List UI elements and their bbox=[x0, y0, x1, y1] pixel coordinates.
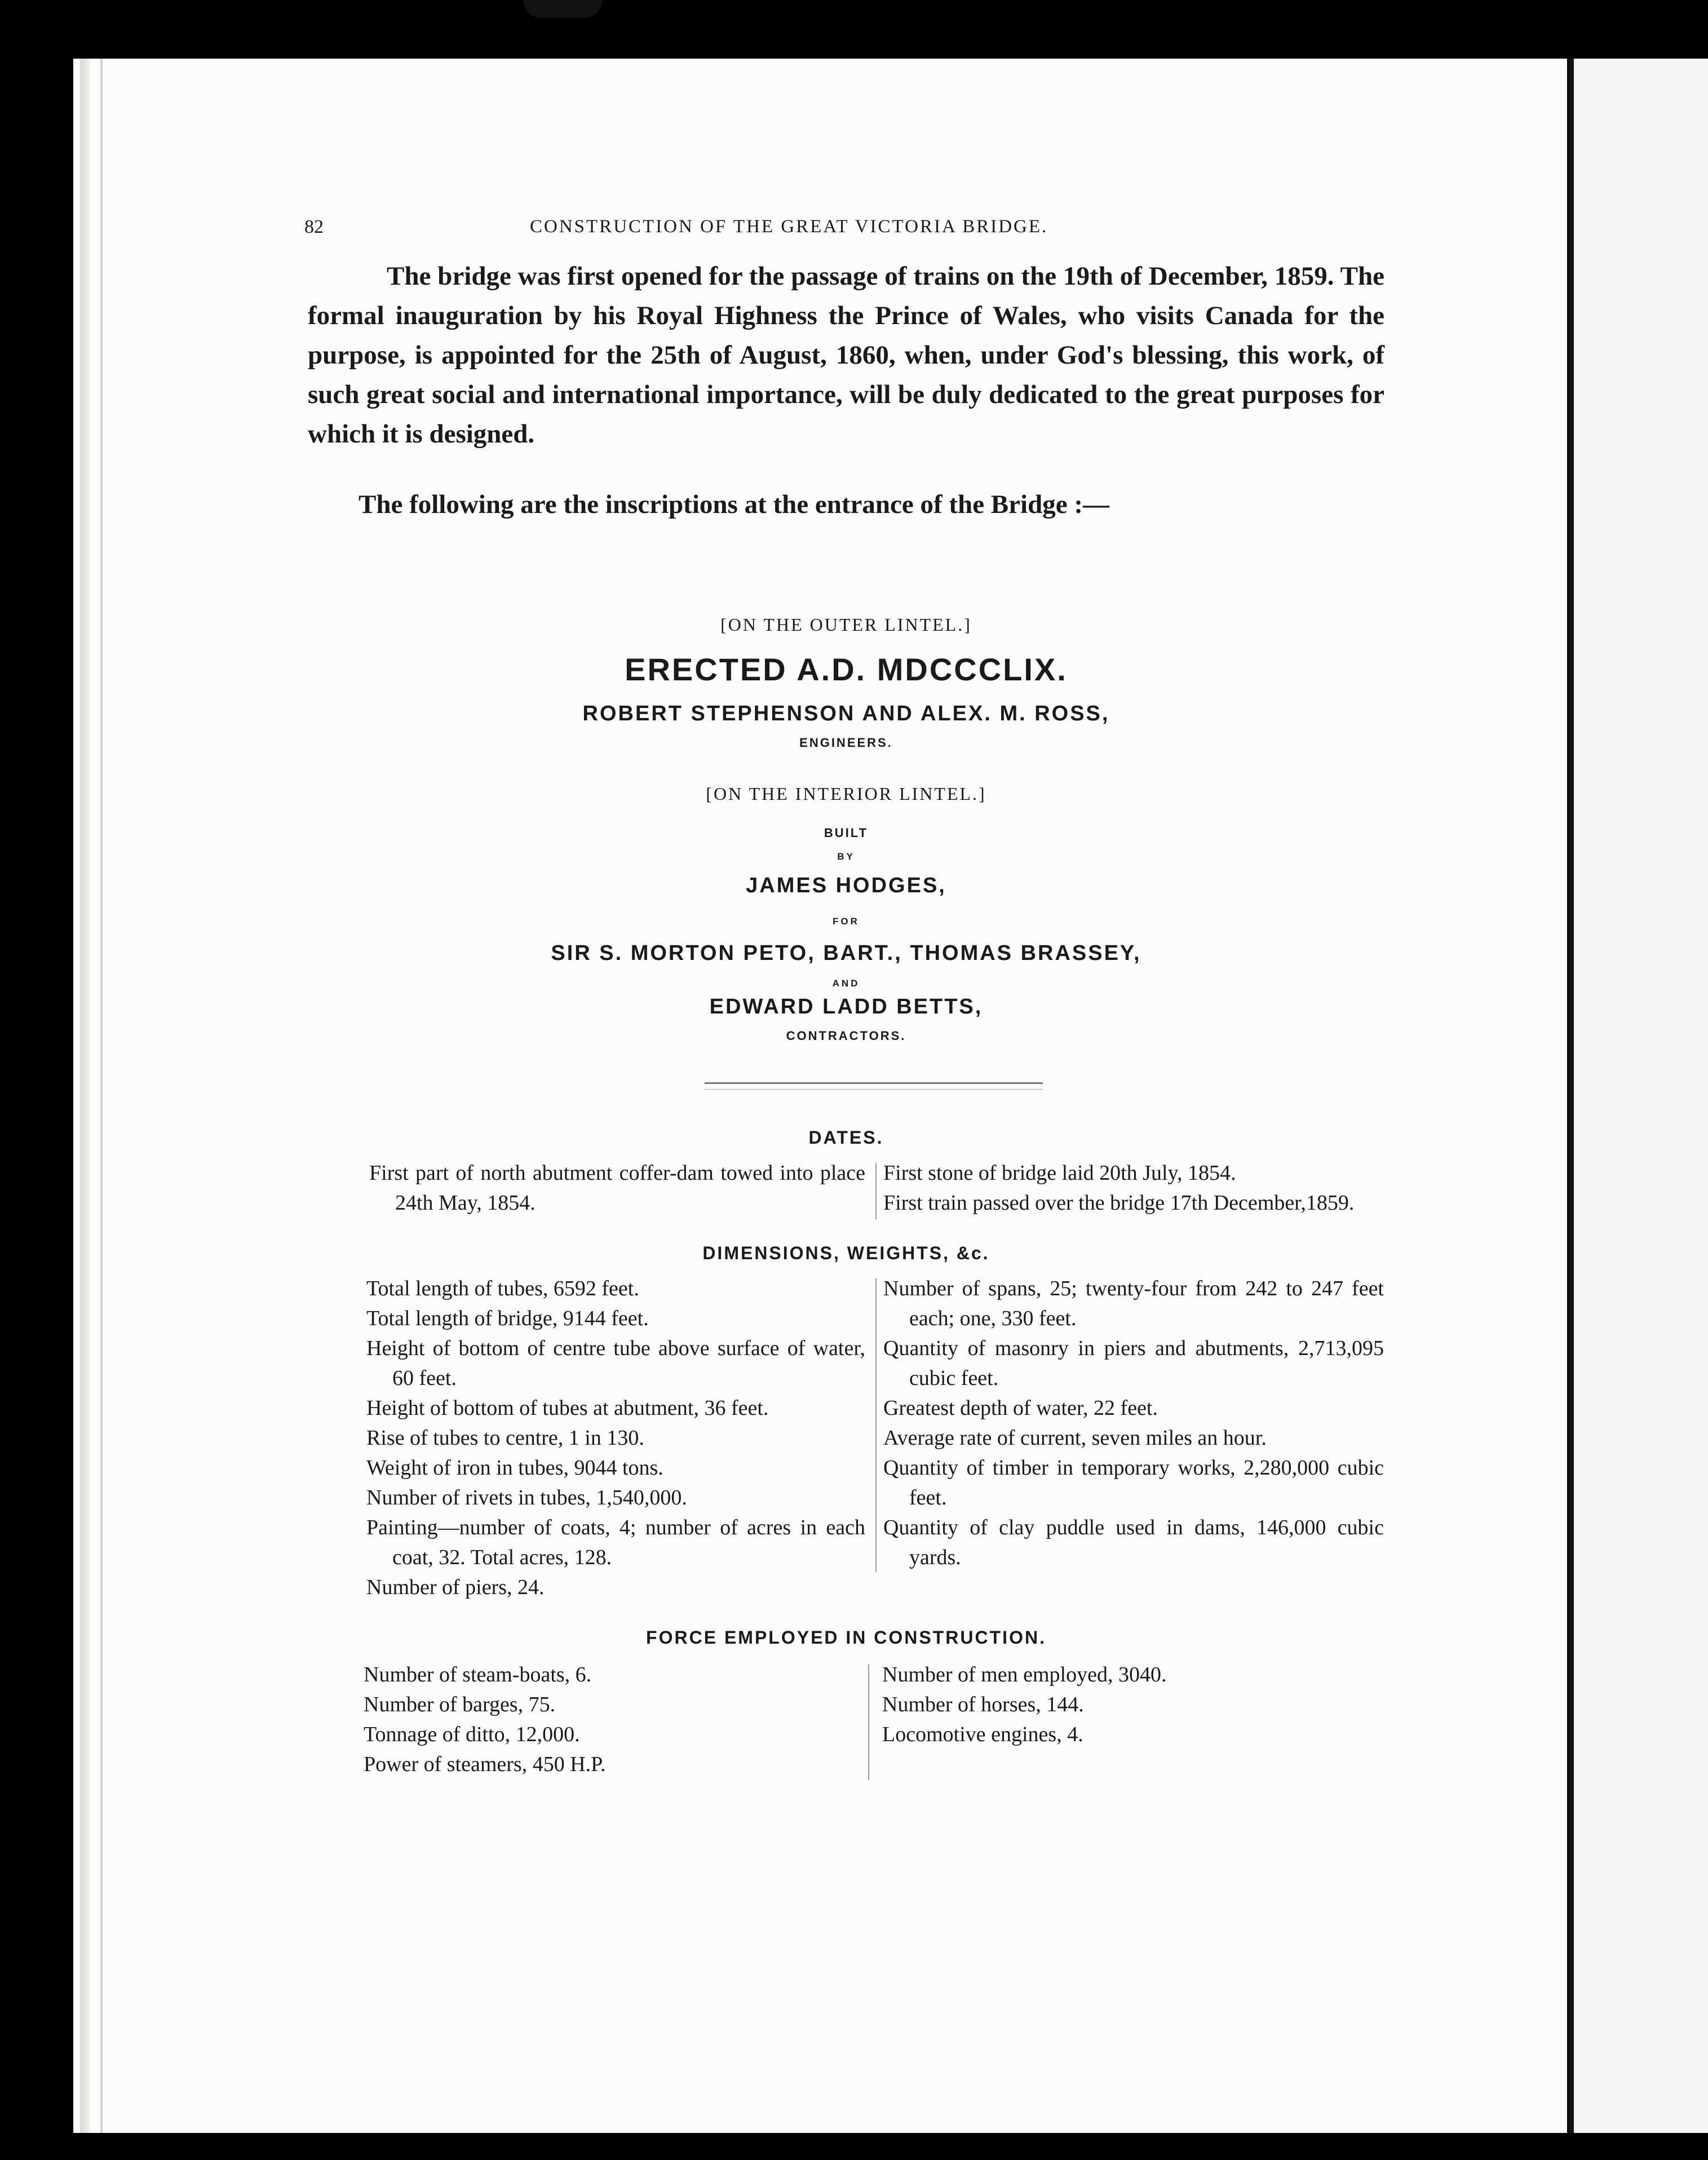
page-gutter-shadow bbox=[80, 59, 90, 2133]
force-entry: Locomotive engines, 4. bbox=[882, 1723, 1083, 1746]
engineers-label: ENGINEERS. bbox=[799, 736, 893, 750]
and-word: AND bbox=[832, 978, 860, 989]
section-rule-thin bbox=[705, 1089, 1043, 1090]
interior-lintel-label: [ON THE INTERIOR LINTEL.] bbox=[706, 784, 986, 804]
paragraph-inscriptions-intro: The following are the inscriptions at the entrance of the Bridge :— bbox=[359, 490, 1109, 519]
dimension-entry: Height of bottom of centre tube above surface of water, 60 feet. bbox=[366, 1336, 865, 1390]
engineers-names: ROBERT STEPHENSON AND ALEX. M. ROSS, bbox=[582, 702, 1110, 725]
dimension-entry: Height of bottom of tubes at abutment, 36 feet. bbox=[366, 1396, 769, 1420]
force-table bbox=[364, 1660, 1384, 1790]
dimension-entry: Number of rivets in tubes, 1,540,000. bbox=[366, 1486, 687, 1510]
erected-line: ERECTED A.D. MDCCCLIX. bbox=[625, 652, 1068, 687]
force-entry: Tonnage of ditto, 12,000. bbox=[364, 1723, 580, 1746]
contractors-line-2: EDWARD LADD BETTS, bbox=[709, 995, 983, 1019]
dates-table bbox=[369, 1158, 1384, 1220]
column-divider bbox=[868, 1665, 869, 1780]
contractors-label: CONTRACTORS. bbox=[786, 1029, 906, 1043]
dates-heading: DATES. bbox=[808, 1127, 884, 1148]
facing-page-edge bbox=[1568, 59, 1708, 2133]
page-number: 82 bbox=[304, 216, 324, 237]
contractors-line-1: SIR S. MORTON PETO, BART., THOMAS BRASSEY, bbox=[551, 941, 1141, 965]
paragraph-opening: The bridge was first opened for the passage of trains on the 19th of December, 1859. The formal inauguration by his Royal Highness the Prince of Wales, who visits Canada for the purpose, is appointed for the 25th of August, 1860, when, under God's blessing, this work, of such great social and international importance, will be duly dedicated to the great purposes for which it is designed. bbox=[308, 262, 1384, 449]
force-entry: Number of men employed, 3040. bbox=[882, 1663, 1167, 1687]
page-gutter-line bbox=[100, 59, 103, 2133]
for-word: FOR bbox=[833, 916, 860, 927]
dimension-entry: Quantity of clay puddle used in dams, 146,000 cubic yards. bbox=[883, 1516, 1384, 1569]
section-rule bbox=[705, 1082, 1043, 1084]
dimensions-heading: DIMENSIONS, WEIGHTS, &c. bbox=[702, 1243, 990, 1263]
page-header bbox=[304, 216, 1353, 250]
dimension-entry: Number of piers, 24. bbox=[366, 1575, 545, 1599]
running-head: CONSTRUCTION OF THE GREAT VICTORIA BRIDGE. bbox=[530, 216, 1048, 237]
dimension-entry: Number of spans, 25; twenty-four from 242 to 247 feet each; one, 330 feet. bbox=[883, 1277, 1384, 1330]
force-entry: Number of barges, 75. bbox=[364, 1693, 556, 1716]
dimension-entry: Painting—number of coats, 4; number of acres in each coat, 32. Total acres, 128. bbox=[366, 1516, 865, 1569]
built-word: BUILT bbox=[824, 826, 869, 840]
date-entry: First train passed over the bridge 17th December,1859. bbox=[883, 1191, 1355, 1215]
date-entry: First stone of bridge laid 20th July, 1854. bbox=[883, 1161, 1236, 1185]
builder-name: JAMES HODGES, bbox=[746, 874, 946, 897]
force-entry: Power of steamers, 450 H.P. bbox=[364, 1752, 606, 1776]
column-divider bbox=[875, 1278, 877, 1572]
dimension-entry: Quantity of masonry in piers and abutments, 2,713,095 cubic feet. bbox=[883, 1336, 1384, 1390]
scan-mark bbox=[523, 0, 602, 18]
force-entry: Number of horses, 144. bbox=[882, 1693, 1084, 1716]
dimension-entry: Total length of tubes, 6592 feet. bbox=[366, 1277, 639, 1300]
force-entry: Number of steam-boats, 6. bbox=[364, 1663, 592, 1687]
dimension-entry: Weight of iron in tubes, 9044 tons. bbox=[366, 1456, 663, 1480]
dimension-entry: Greatest depth of water, 22 feet. bbox=[883, 1396, 1158, 1420]
dimension-entry: Average rate of current, seven miles an hour. bbox=[883, 1426, 1267, 1450]
dimension-entry: Quantity of timber in temporary works, 2,280,000 cubic feet. bbox=[883, 1456, 1384, 1510]
column-divider bbox=[875, 1163, 877, 1219]
dimensions-table bbox=[366, 1274, 1384, 1601]
date-entry: First part of north abutment coffer-dam towed into place 24th May, 1854. bbox=[369, 1161, 865, 1215]
by-word: BY bbox=[837, 851, 855, 862]
dimension-entry: Rise of tubes to centre, 1 in 130. bbox=[366, 1426, 644, 1450]
dimension-entry: Total length of bridge, 9144 feet. bbox=[366, 1307, 649, 1330]
force-heading: FORCE EMPLOYED IN CONSTRUCTION. bbox=[646, 1627, 1046, 1648]
outer-lintel-label: [ON THE OUTER LINTEL.] bbox=[720, 614, 972, 635]
